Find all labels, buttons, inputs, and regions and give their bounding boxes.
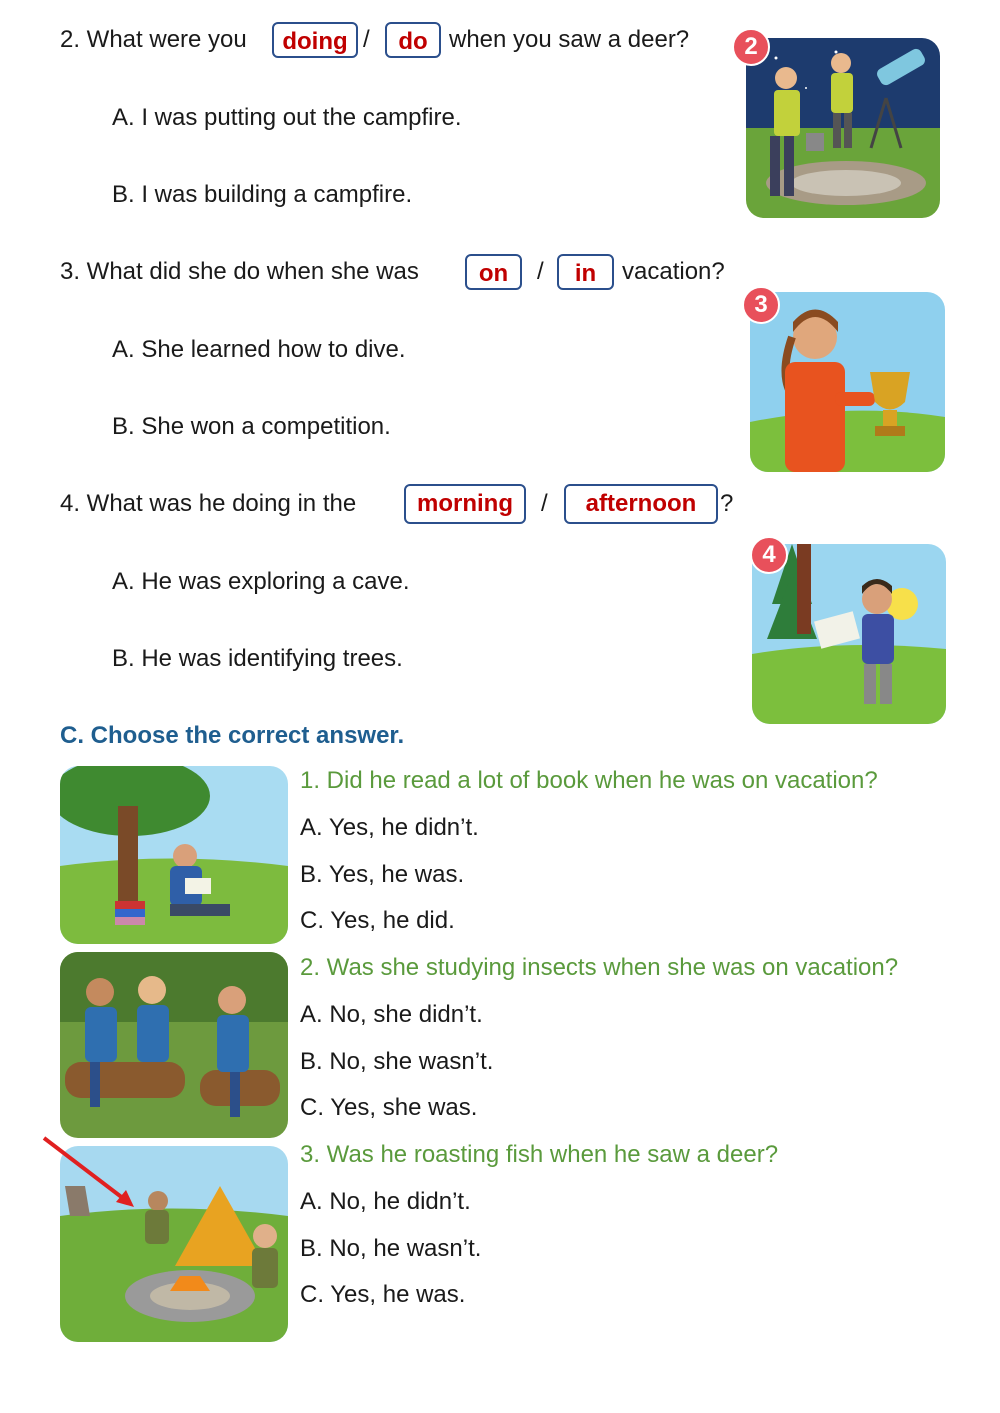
question-3-option-a: A. She learned how to dive. [112, 336, 406, 363]
boy-identifying-trees-illustration [752, 544, 946, 724]
question-4-option-a: A. He was exploring a cave. [112, 568, 410, 595]
question-2-option-a: A. I was putting out the campfire. [112, 104, 462, 131]
c-question-2-option-a: A. No, she didn’t. [300, 1001, 483, 1028]
choice-morning-button[interactable]: morning [404, 484, 526, 524]
c-question-2-option-c: C. Yes, she was. [300, 1094, 478, 1121]
question-4-text-after: ? [720, 490, 734, 517]
girl-with-trophy-illustration [750, 292, 945, 472]
choice-in-button[interactable]: in [557, 254, 614, 290]
section-c-heading: C. Choose the correct answer. [60, 722, 405, 749]
boy-reading-under-tree-illustration [60, 766, 288, 944]
choice-afternoon-button[interactable]: afternoon [564, 484, 718, 524]
c-question-3-option-b: B. No, he wasn’t. [300, 1235, 482, 1262]
question-4-option-b: B. He was identifying trees. [112, 645, 403, 672]
choice-on-button[interactable]: on [465, 254, 522, 290]
c-question-3-option-c: C. Yes, he was. [300, 1281, 466, 1308]
c-question-1: 1. Did he read a lot of book when he was on vacation? [300, 767, 878, 794]
question-2-text-before: 2. What were you [60, 26, 247, 53]
campfire-stargazing-illustration [746, 38, 940, 218]
choice-separator: / [537, 258, 544, 285]
c-question-1-option-b: B. Yes, he was. [300, 861, 465, 888]
question-4-text-before: 4. What was he doing in the [60, 490, 357, 517]
choice-doing-button[interactable]: doing [272, 22, 358, 58]
c-question-3: 3. Was he roasting fish when he saw a deer? [300, 1141, 779, 1168]
question-3-text-before: 3. What did she do when she was [60, 258, 419, 285]
choice-separator: / [541, 490, 548, 517]
c-question-1-option-c: C. Yes, he did. [300, 907, 455, 934]
picture-number-badge: 3 [742, 286, 780, 324]
c-question-1-option-a: A. Yes, he didn’t. [300, 814, 479, 841]
c-question-2: 2. Was she studying insects when she was on vacation? [300, 954, 899, 981]
question-3-text-after: vacation? [622, 258, 725, 285]
scouts-sitting-on-logs-illustration [60, 952, 288, 1138]
choice-separator: / [363, 26, 370, 53]
question-3-option-b: B. She won a competition. [112, 413, 391, 440]
question-2-option-b: B. I was building a campfire. [112, 181, 413, 208]
c-question-2-option-b: B. No, she wasn’t. [300, 1048, 494, 1075]
choice-do-button[interactable]: do [385, 22, 441, 58]
red-pointer-arrow [40, 1132, 140, 1212]
picture-number-badge: 2 [732, 28, 770, 66]
question-2-text-after: when you saw a deer? [449, 26, 690, 53]
picture-number-badge: 4 [750, 536, 788, 574]
c-question-3-option-a: A. No, he didn’t. [300, 1188, 471, 1215]
